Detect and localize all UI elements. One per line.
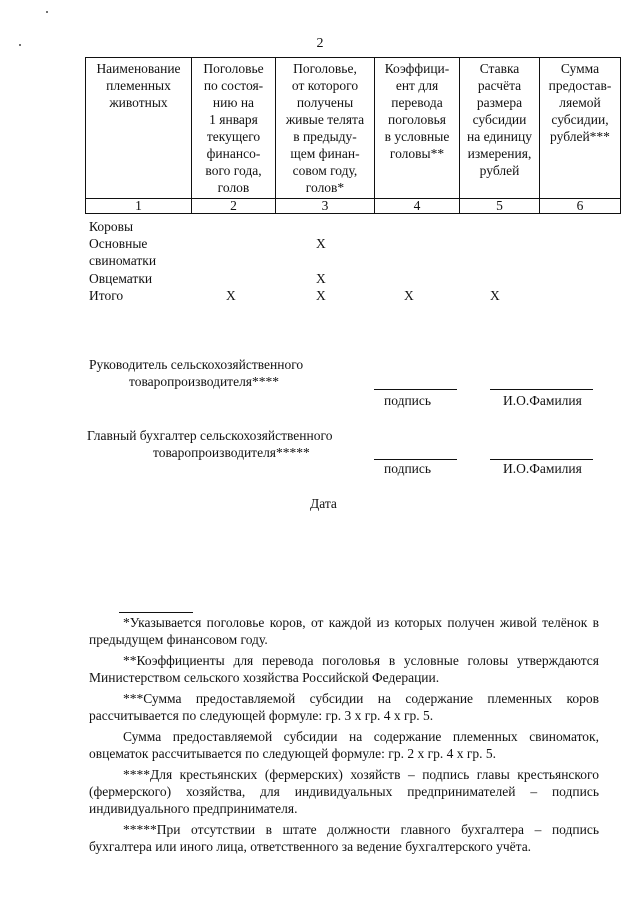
column-number: 6 [540,199,621,214]
column-number: 1 [86,199,192,214]
column-number: 5 [460,199,540,214]
cross-mark: Х [490,288,500,303]
column-number: 3 [276,199,375,214]
footnote: Сумма предоставляемой субсидии на содержание племенных свиноматок, овцематок рассчитывается по следующей формуле: гр. 2 х гр. 4 х гр. 5. [89,729,599,761]
footnote-separator [119,612,193,613]
row-label-total: Итого [89,288,124,303]
row-label-sows: Основные свиноматки [89,236,157,268]
accountant-title-line1: Главный бухгалтер сельскохозяйственного [87,428,333,443]
signature-line [374,389,457,390]
header-cell: Коэффици- ент для перевода поголовья в условные головы** [375,58,460,199]
accountant-title-line2: товаропроизводителя***** [153,445,310,460]
cross-mark: Х [226,288,236,303]
accountant-name-label: И.О.Фамилия [503,461,582,476]
scan-speck [46,11,48,13]
column-number: 2 [192,199,276,214]
header-cell: Сумма предостав- ляемой субсидии, рублей*** [540,58,621,199]
header-cell: Ставка расчёта размера субсидии на единицу измерения, рублей [460,58,540,199]
row-label-ewes: Овцематки [89,271,153,286]
name-line [490,389,593,390]
header-cell: Наименование племенных животных [86,58,192,199]
column-number: 4 [375,199,460,214]
footnote: *****При отсутствии в штате должности главного бухгалтера – подпись бухгалтера или иного лица, ответственного за ведение бухгалтерского учёта. [89,822,599,854]
head-name-label: И.О.Фамилия [503,393,582,408]
head-title-line1: Руководитель сельскохозяйственного [89,357,304,372]
column-number-row [86,199,621,214]
cross-mark: Х [316,288,326,303]
footnote: **Коэффициенты для перевода поголовья в условные головы утверждаются Министерством сельского хозяйства Российской Федерации. [89,653,599,685]
footnote: ****Для крестьянских (фермерских) хозяйств – подпись главы крестьянского (фермерского) хозяйства, для индивидуальных предпринимателей – подпись индивидуального предпринимателя. [89,767,599,816]
cross-mark: Х [404,288,414,303]
subsidy-table [85,57,621,214]
footnote: *Указывается поголовье коров, от каждой из которых получен живой телёнок в предыдущем финансовом году. [89,615,599,647]
cross-mark: Х [316,271,326,286]
footnote: ***Сумма предоставляемой субсидии на содержание племенных коров рассчитывается по следующей формуле: гр. 3 х гр. 4 х гр. 5. [89,691,599,723]
date-label: Дата [310,496,337,511]
accountant-sign-label: подпись [384,461,432,476]
table-header-row [86,58,621,199]
head-sign-label: подпись [384,393,432,408]
cross-mark: Х [316,236,326,251]
header-cell: Поголовье по состоя- нию на 1 января текущего финансо- вого года, голов [192,58,276,199]
head-title-line2: товаропроизводителя**** [129,374,280,389]
header-cell: Поголовье, от которого получены живые телята в предыду- щем финан- совом году, голов* [276,58,375,199]
footnotes [89,614,599,859]
row-label-cows: Коровы [89,219,134,234]
page-number: 2 [316,36,324,51]
